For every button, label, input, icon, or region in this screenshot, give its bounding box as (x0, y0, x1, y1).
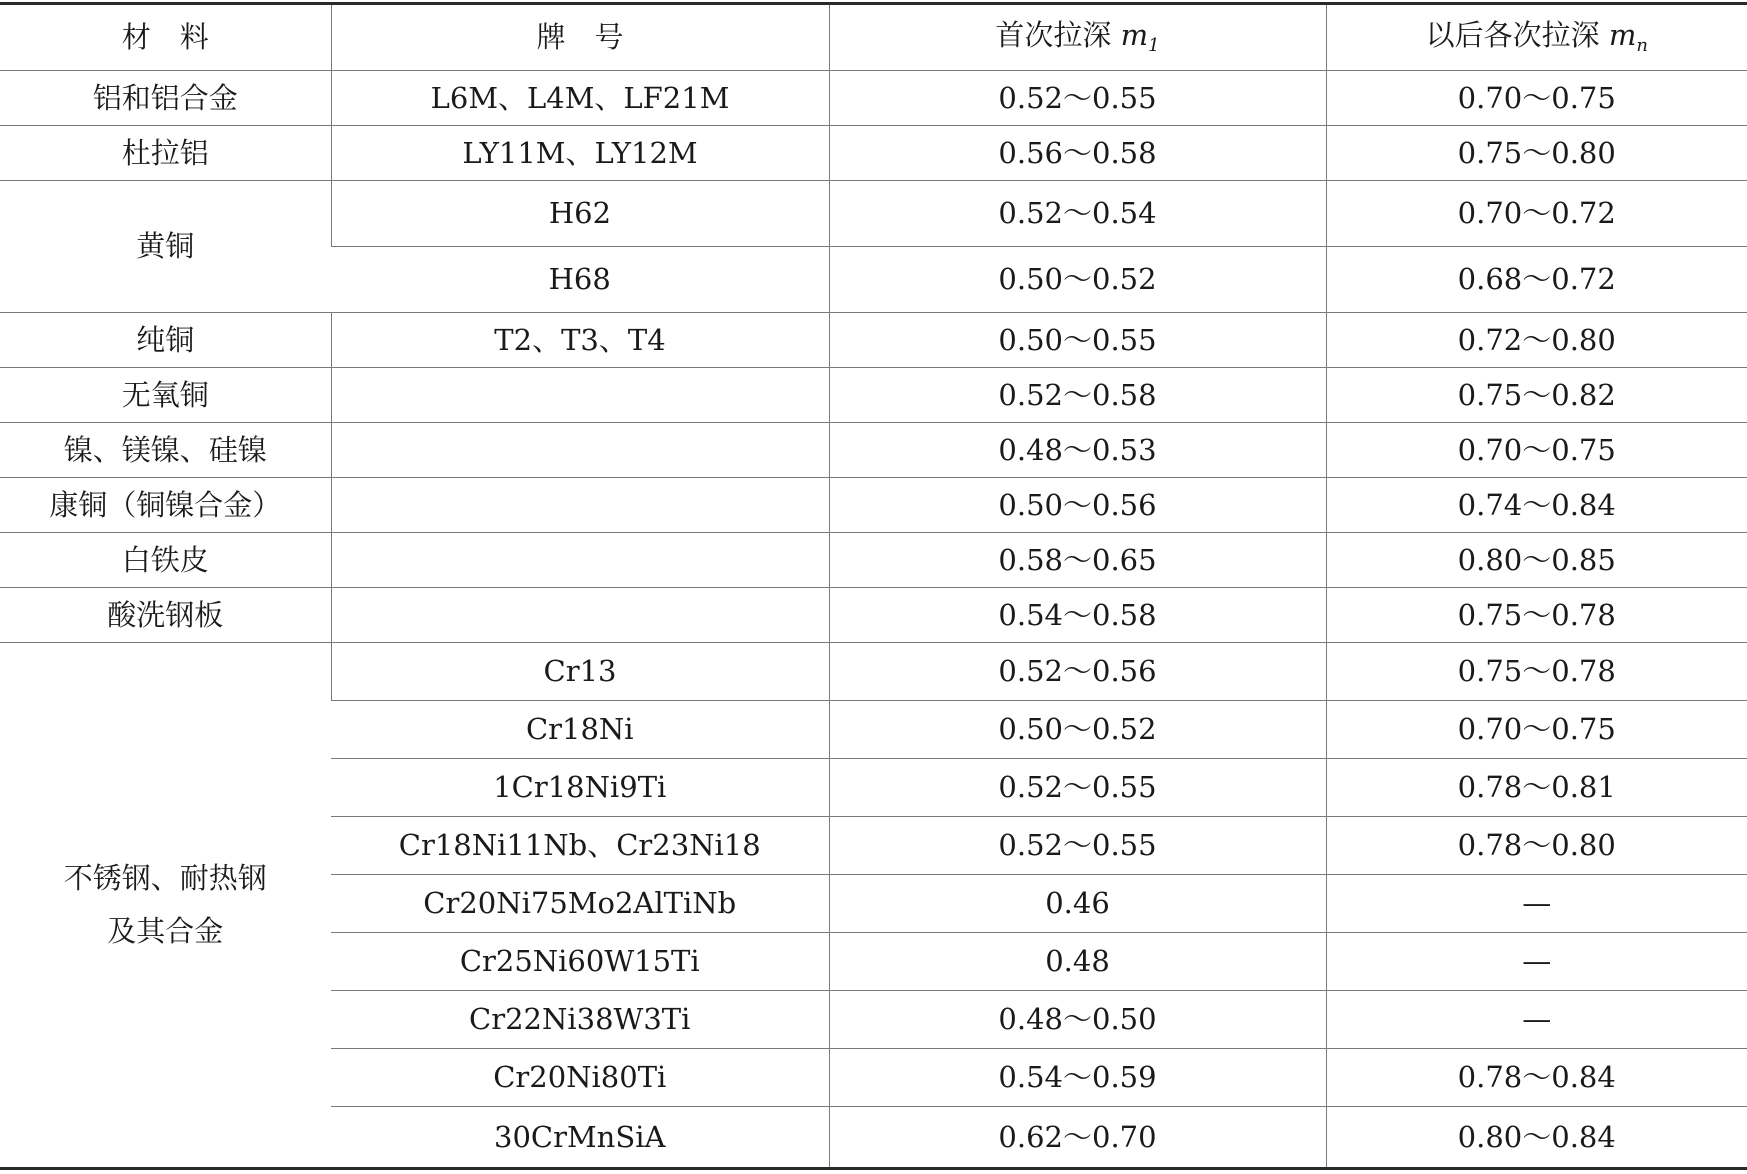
table-row (0, 533, 1747, 588)
material-cell: 铝和铝合金 (0, 71, 331, 126)
drawing-coefficient-table (0, 2, 1747, 1170)
header-first-symbol: m (1120, 18, 1149, 53)
material-cell-merged (0, 643, 331, 1169)
table-row (0, 313, 1747, 368)
header-material-label: 材 料 (121, 20, 209, 55)
grade-cell (331, 533, 829, 588)
first-draw-cell: 0.50～0.52 (829, 247, 1326, 313)
first-draw-cell: 0.52～0.55 (829, 759, 1326, 817)
table-row (0, 588, 1747, 643)
later-draw-cell: 0.72～0.80 (1326, 313, 1747, 368)
header-material (0, 4, 331, 71)
later-draw-cell: — (1326, 991, 1747, 1049)
first-draw-cell: 0.48～0.53 (829, 423, 1326, 478)
first-draw-cell: 0.48～0.50 (829, 991, 1326, 1049)
later-draw-cell: — (1326, 875, 1747, 933)
first-draw-cell: 0.56～0.58 (829, 126, 1326, 181)
header-first-draw-label: 首次拉深 (995, 18, 1112, 53)
grade-cell: Cr22Ni38W3Ti (331, 991, 829, 1049)
table-header-row (0, 4, 1747, 71)
header-first-draw (829, 4, 1326, 71)
first-draw-cell: 0.50～0.55 (829, 313, 1326, 368)
grade-cell: Cr20Ni75Mo2AlTiNb (331, 875, 829, 933)
later-draw-cell: 0.75～0.80 (1326, 126, 1747, 181)
later-draw-cell: 0.68～0.72 (1326, 247, 1747, 313)
later-draw-cell: 0.75～0.78 (1326, 643, 1747, 701)
grade-cell: T2、T3、T4 (331, 313, 829, 368)
grade-cell: L6M、L4M、LF21M (331, 71, 829, 126)
stainless-label-line2: 及其合金 (107, 914, 224, 948)
first-draw-cell: 0.50～0.52 (829, 701, 1326, 759)
table-row (0, 478, 1747, 533)
table-row (0, 643, 1747, 701)
grade-cell (331, 588, 829, 643)
later-draw-cell: 0.74～0.84 (1326, 478, 1747, 533)
table-row (0, 368, 1747, 423)
first-draw-cell: 0.52～0.56 (829, 643, 1326, 701)
material-cell-merged: 黄铜 (0, 181, 331, 313)
grade-cell (331, 423, 829, 478)
table-row (0, 181, 1747, 247)
later-draw-cell: 0.75～0.78 (1326, 588, 1747, 643)
later-draw-cell: 0.70～0.75 (1326, 701, 1747, 759)
header-later-symbol: m (1608, 18, 1637, 53)
stainless-label-line1: 不锈钢、耐热钢 (63, 861, 267, 896)
later-draw-cell: 0.80～0.84 (1326, 1107, 1747, 1169)
grade-cell: Cr13 (331, 643, 829, 701)
material-cell: 杜拉铝 (0, 126, 331, 181)
header-later-draw (1326, 4, 1747, 71)
later-draw-cell: 0.78～0.84 (1326, 1049, 1747, 1107)
first-draw-cell: 0.52～0.55 (829, 817, 1326, 875)
later-draw-cell: 0.75～0.82 (1326, 368, 1747, 423)
table-row (0, 71, 1747, 126)
grade-cell: 30CrMnSiA (331, 1107, 829, 1169)
grade-cell: Cr18Ni (331, 701, 829, 759)
grade-cell: Cr25Ni60W15Ti (331, 933, 829, 991)
material-cell: 白铁皮 (0, 533, 331, 588)
grade-cell: Cr18Ni11Nb、Cr23Ni18 (331, 817, 829, 875)
grade-cell: LY11M、LY12M (331, 126, 829, 181)
first-draw-cell: 0.52～0.54 (829, 181, 1326, 247)
grade-cell: H68 (331, 247, 829, 313)
grade-cell (331, 368, 829, 423)
header-first-subscript: 1 (1148, 35, 1160, 57)
first-draw-cell: 0.54～0.58 (829, 588, 1326, 643)
grade-cell: H62 (331, 181, 829, 247)
header-later-draw-label: 以后各次拉深 (1425, 18, 1600, 53)
later-draw-cell: 0.70～0.75 (1326, 423, 1747, 478)
header-grade (331, 4, 829, 71)
first-draw-cell: 0.58～0.65 (829, 533, 1326, 588)
later-draw-cell: 0.78～0.80 (1326, 817, 1747, 875)
first-draw-cell: 0.54～0.59 (829, 1049, 1326, 1107)
header-later-subscript: n (1636, 35, 1648, 57)
first-draw-cell: 0.48 (829, 933, 1326, 991)
later-draw-cell: 0.78～0.81 (1326, 759, 1747, 817)
later-draw-cell: 0.70～0.75 (1326, 71, 1747, 126)
grade-cell: 1Cr18Ni9Ti (331, 759, 829, 817)
material-cell: 康铜（铜镍合金） (0, 478, 331, 533)
material-cell: 无氧铜 (0, 368, 331, 423)
first-draw-cell: 0.52～0.55 (829, 71, 1326, 126)
first-draw-cell: 0.50～0.56 (829, 478, 1326, 533)
table-row (0, 126, 1747, 181)
material-cell: 纯铜 (0, 313, 331, 368)
grade-cell (331, 478, 829, 533)
material-cell: 镍、镁镍、硅镍 (0, 423, 331, 478)
later-draw-cell: — (1326, 933, 1747, 991)
header-grade-label: 牌 号 (536, 20, 624, 55)
first-draw-cell: 0.46 (829, 875, 1326, 933)
material-cell: 酸洗钢板 (0, 588, 331, 643)
later-draw-cell: 0.70～0.72 (1326, 181, 1747, 247)
later-draw-cell: 0.80～0.85 (1326, 533, 1747, 588)
first-draw-cell: 0.52～0.58 (829, 368, 1326, 423)
table-row (0, 423, 1747, 478)
first-draw-cell: 0.62～0.70 (829, 1107, 1326, 1169)
grade-cell: Cr20Ni80Ti (331, 1049, 829, 1107)
